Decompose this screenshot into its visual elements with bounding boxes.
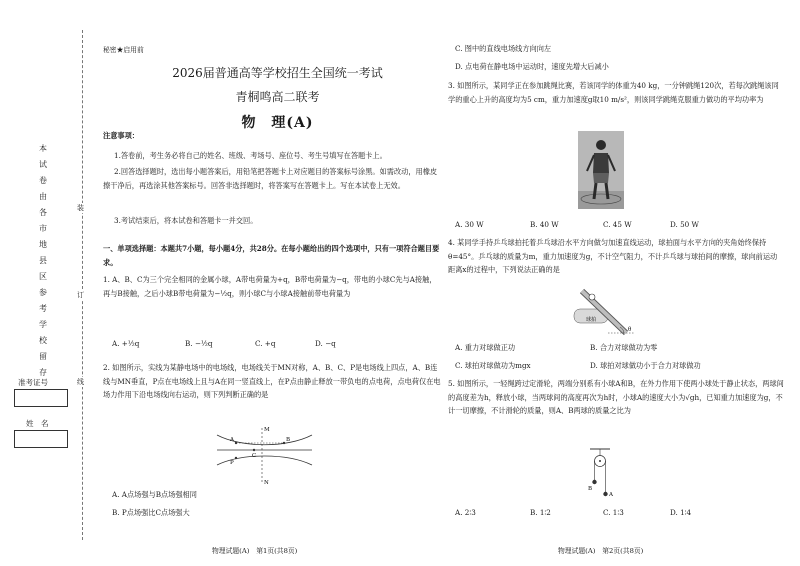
q4-paddle-figure	[568, 283, 636, 339]
subject-title: 物 理(A)	[241, 115, 314, 131]
name-label: 姓 名	[26, 419, 49, 428]
binding-mark: 订	[77, 291, 84, 299]
q2-option-a[interactable]: A. A点场强与B点场强相同	[112, 490, 197, 499]
strip-char: 校	[39, 336, 47, 345]
q3-stem: 3. 如图所示，某同学正在参加跳绳比赛，若该同学的体重为40 kg，一分钟跳绳120次，若每次跳绳该同学的重心上升的高度均为5 cm，重力加速度g取10 m/s²，则该同学跳绳克服重力做功的平均功率为	[448, 81, 779, 104]
footer-left: 物理试题(A) 第1页(共8页)	[212, 547, 298, 555]
q2-label-a: A	[230, 437, 234, 443]
q2-option-b[interactable]: B. P点场强比C点场强大	[112, 508, 190, 517]
strip-char: 考	[39, 304, 47, 313]
q1-stem: 1. A、B、C为三个完全相同的金属小球，A带电荷量为+q，B带电荷量为−q，带电的小球C先与A接触，再与B接触，之后小球B带电荷量为−½q，则小球C与小球A接触前带电荷量为	[103, 275, 437, 298]
notes-heading: 注意事项：	[103, 131, 139, 140]
strip-char: 存	[39, 368, 47, 377]
q5-stem: 5. 如图所示，一轻绳跨过定滑轮，两端分别系有小球A和B，在外力作用下使两小球处于静止状态，两球间的高度差为h，释放小球，当两球间的高度再次为h时，小球A的速度大小为√gh，已知重力加速度为g，不计一切摩擦，不计滑轮的质量，则A、B两球的质量之比为	[448, 379, 784, 415]
q5-label-a: A	[609, 492, 613, 498]
q1-option-a[interactable]: A. +½q	[112, 339, 140, 348]
section-1-heading: 一、单项选择题：本题共7小题，每小题4分，共28分。在每小题给出的四个选项中，只有一项符合题目要求。	[103, 244, 440, 267]
q2-stem: 2. 如图所示，实线为某静电场中的电场线，电场线关于MN对称，A、B、C、P是电场线上四点，A、B连线与MN垂直，P点在电场线上且与A在同一竖直线上，在P点由静止释放一带负电的点电荷，点电荷仅在电场力作用下沿电场线向右运动，则下列判断正确的是	[103, 363, 441, 399]
q4-stem: 4. 某同学手持乒乓球拍托着乒乓球沿水平方向做匀加速直线运动，球拍面与水平方向的夹角始终保持θ=45°。乒乓球的质量为m，重力加速度为g，不计空气阻力，不计乒乓球与球拍间的摩擦，球向前运动距离x的过程中，下列说法正确的是	[448, 238, 778, 274]
q4-option-a[interactable]: A. 重力对球做正功	[455, 343, 516, 352]
q5-option-b[interactable]: B. 1∶2	[530, 508, 551, 517]
q3-option-c[interactable]: C. 45 W	[603, 220, 632, 229]
q3-option-b[interactable]: B. 40 W	[530, 220, 559, 229]
footer-right: 物理试题(A) 第2页(共8页)	[558, 547, 644, 555]
q5-option-a[interactable]: A. 2∶3	[455, 508, 476, 517]
note-1: 1.答卷前，考生务必将自己的姓名、班级、考场号、座位号、考生号填写在答题卡上。	[114, 151, 387, 160]
q2-option-d[interactable]: D. 点电荷在静电场中运动时，速度先增大后减小	[455, 62, 609, 71]
q4-option-b[interactable]: B. 合力对球做功为零	[590, 343, 658, 352]
note-3: 3.考试结束后，将本试卷和答题卡一并交回。	[114, 216, 258, 225]
strip-char: 留	[39, 352, 47, 361]
q2-label-p: P	[230, 460, 234, 466]
secret-label: 秘密★启用前	[103, 46, 144, 54]
q1-option-d[interactable]: D. −q	[315, 339, 336, 348]
q2-label-m: M	[264, 427, 270, 433]
note-2: 2.回答选择题时，选出每小题答案后，用铅笔把答题卡上对应题目的答案标号涂黑。如需改动，用橡皮擦干净后，再选涂其他答案标号。回答非选择题时，将答案写在答题卡上。写在本试卷上无效。	[103, 167, 438, 190]
q1-option-c[interactable]: C. +q	[255, 339, 276, 348]
strip-char: 各	[39, 208, 47, 217]
strip-char: 由	[39, 192, 47, 201]
strip-char: 参	[39, 288, 47, 297]
exam-title: 2026届普通高等学校招生全国统一考试	[172, 66, 383, 80]
q5-label-b: B	[588, 486, 593, 492]
q2-label-n: N	[264, 480, 269, 486]
q2-option-c[interactable]: C. 图中的直线电场线方向向左	[455, 44, 552, 53]
q2-label-c: C	[252, 453, 257, 459]
q1-option-b[interactable]: B. −½q	[185, 339, 213, 348]
strip-char: 本	[39, 144, 47, 153]
q4-option-d[interactable]: D. 球拍对球做功小于合力对球做功	[590, 361, 701, 370]
jump-rope-photo	[578, 131, 624, 209]
q2-field-figure	[212, 424, 317, 486]
q5-option-d[interactable]: D. 1∶4	[670, 508, 692, 517]
q5-option-c[interactable]: C. 1∶3	[603, 508, 624, 517]
binding-line	[82, 30, 83, 540]
binding-mark: 线	[77, 378, 84, 386]
strip-char: 学	[39, 320, 47, 329]
strip-char: 县	[39, 256, 47, 265]
strip-char: 区	[39, 272, 47, 281]
q5-pulley-figure	[588, 448, 618, 500]
strip-char: 卷	[39, 176, 47, 185]
q3-option-a[interactable]: A. 30 W	[455, 220, 484, 229]
q2-label-b: B	[286, 437, 291, 443]
exam-subtitle: 青桐鸣高二联考	[235, 90, 320, 104]
strip-char: 试	[39, 160, 47, 169]
q3-option-d[interactable]: D. 50 W	[670, 220, 699, 229]
q4-label-theta: θ	[628, 327, 632, 333]
exam-id-label: 准考证号	[18, 378, 48, 387]
exam-id-box[interactable]	[14, 389, 68, 407]
strip-char: 地	[39, 240, 47, 249]
q4-label-paddle: 球拍	[586, 317, 597, 323]
binding-mark: 装	[77, 204, 84, 212]
strip-char: 市	[39, 224, 47, 233]
q4-option-c[interactable]: C. 球拍对球做功为mgx	[455, 361, 531, 370]
name-box[interactable]	[14, 430, 68, 448]
